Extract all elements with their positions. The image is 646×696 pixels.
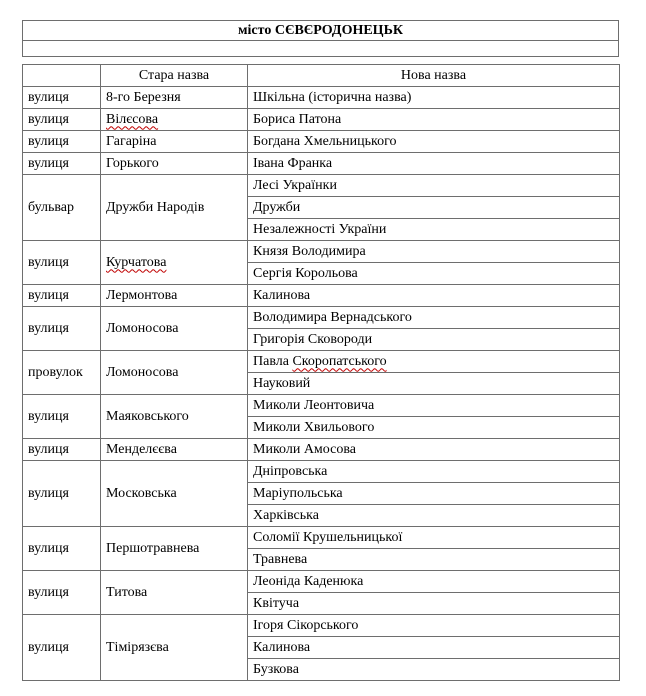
- new-name-text: Маріупольська: [253, 485, 343, 501]
- table-row: [23, 527, 620, 549]
- new-name-text: Незалежності України: [253, 221, 387, 237]
- old-name-text: Московська: [106, 485, 177, 501]
- new-name-cell: [248, 285, 620, 307]
- empty-cell: [23, 41, 619, 57]
- old-name-cell: [101, 175, 248, 241]
- new-name-text: Миколи Амосова: [253, 441, 356, 457]
- new-name-text: Квітуча: [253, 595, 300, 611]
- new-name-cell: [248, 153, 620, 175]
- old-name-text: Гагаріна: [106, 133, 157, 149]
- table-row: [23, 461, 620, 483]
- table-row: [23, 285, 620, 307]
- old-name-cell: [101, 439, 248, 461]
- new-name-cell: [248, 241, 620, 263]
- table-row: [23, 395, 620, 417]
- table-row: [23, 307, 620, 329]
- header-old-name: Стара назва: [101, 65, 248, 87]
- new-name-text: Володимира Вернадського: [253, 309, 412, 325]
- new-name-text-misspelled: Скоропатського: [292, 353, 387, 369]
- old-name-cell: [101, 131, 248, 153]
- new-name-cell: [248, 461, 620, 483]
- old-name-cell: [101, 395, 248, 439]
- old-name-cell: [101, 461, 248, 527]
- city-title-table: [22, 20, 619, 57]
- old-name-cell: [101, 153, 248, 175]
- new-name-cell: [248, 593, 620, 615]
- table-row: [23, 439, 620, 461]
- table-row: [23, 87, 620, 109]
- new-name-text: Соломії Крушельницької: [253, 529, 403, 545]
- new-name-text: Бузкова: [253, 661, 299, 677]
- street-type-cell: провулок: [23, 351, 101, 395]
- old-name-cell: [101, 571, 248, 615]
- table-row: [23, 351, 620, 373]
- old-name-cell: [101, 87, 248, 109]
- new-name-text: Миколи Леонтовича: [253, 397, 375, 413]
- new-name-cell: [248, 263, 620, 285]
- street-type-cell: вулиця: [23, 615, 101, 681]
- new-name-cell: [248, 637, 620, 659]
- new-name-cell: [248, 175, 620, 197]
- new-name-cell: [248, 131, 620, 153]
- header-new-name: Нова назва: [248, 65, 620, 87]
- spacer-row: [23, 41, 619, 57]
- new-name-cell: [248, 87, 620, 109]
- new-name-cell: [248, 571, 620, 593]
- new-name-text: Богдана Хмельницького: [253, 133, 397, 149]
- street-type-cell: вулиця: [23, 395, 101, 439]
- street-type-cell: вулиця: [23, 285, 101, 307]
- street-renaming-table: [22, 64, 620, 681]
- street-type-cell: вулиця: [23, 307, 101, 351]
- new-name-cell: [248, 395, 620, 417]
- new-name-text: Калинова: [253, 639, 311, 655]
- new-name-cell: [248, 417, 620, 439]
- new-name-text: Івана Франка: [253, 155, 333, 171]
- old-name-text: Курчатова: [106, 254, 167, 270]
- street-type-cell: вулиця: [23, 153, 101, 175]
- table-row: [23, 131, 620, 153]
- old-name-text: Першотравнева: [106, 540, 200, 556]
- new-name-cell: [248, 527, 620, 549]
- new-name-text: Григорія Сковороди: [253, 331, 373, 347]
- new-name-cell: [248, 219, 620, 241]
- new-name-cell: [248, 373, 620, 395]
- old-name-text: Дружби Народів: [106, 199, 205, 215]
- new-name-cell: [248, 109, 620, 131]
- old-name-text: Ломоносова: [106, 364, 179, 380]
- street-type-cell: вулиця: [23, 571, 101, 615]
- new-name-text: Харківська: [253, 507, 319, 523]
- old-name-text: Маяковського: [106, 408, 189, 424]
- old-name-text: Вілєсова: [106, 111, 159, 127]
- new-name-text: Сергія Корольова: [253, 265, 358, 281]
- new-name-text: Науковий: [253, 375, 311, 391]
- new-name-cell: [248, 483, 620, 505]
- table-row: [23, 153, 620, 175]
- new-name-text: Ігоря Сікорського: [253, 617, 359, 633]
- city-title: місто СЄВЄРОДОНЕЦЬК: [23, 21, 619, 41]
- street-type-cell: вулиця: [23, 461, 101, 527]
- old-name-cell: [101, 307, 248, 351]
- old-name-text: Горького: [106, 155, 159, 171]
- new-name-text: Князя Володимира: [253, 243, 366, 259]
- table-row: [23, 175, 620, 197]
- old-name-text: Лермонтова: [106, 287, 178, 303]
- new-name-text: Бориса Патона: [253, 111, 342, 127]
- new-name-cell: [248, 351, 620, 373]
- street-type-cell: вулиця: [23, 241, 101, 285]
- new-name-text: Калинова: [253, 287, 311, 303]
- street-type-cell: вулиця: [23, 527, 101, 571]
- header-row: [23, 65, 620, 87]
- old-name-cell: [101, 351, 248, 395]
- new-name-text: Дружби: [253, 199, 301, 215]
- new-name-text: Леоніда Каденюка: [253, 573, 364, 589]
- table-row: [23, 571, 620, 593]
- old-name-cell: [101, 615, 248, 681]
- table-body: [23, 87, 620, 681]
- header-street-type: [23, 65, 101, 87]
- old-name-text: Титова: [106, 584, 148, 600]
- old-name-text: Тімірязєва: [106, 639, 169, 655]
- new-name-cell: [248, 197, 620, 219]
- street-type-cell: вулиця: [23, 87, 101, 109]
- new-name-text: Шкільна (історична назва): [253, 89, 412, 105]
- table-row: [23, 109, 620, 131]
- table-row: [23, 615, 620, 637]
- new-name-text: Павла: [253, 353, 293, 369]
- table-row: [23, 241, 620, 263]
- new-name-cell: [248, 329, 620, 351]
- title-row: [23, 21, 619, 41]
- street-type-cell: вулиця: [23, 439, 101, 461]
- old-name-text: Менделєєва: [106, 441, 177, 457]
- old-name-text: 8-го Березня: [106, 89, 181, 105]
- old-name-cell: [101, 285, 248, 307]
- new-name-text: Миколи Хвильового: [253, 419, 375, 435]
- new-name-cell: [248, 307, 620, 329]
- old-name-cell: [101, 241, 248, 285]
- street-type-cell: вулиця: [23, 131, 101, 153]
- new-name-cell: [248, 505, 620, 527]
- street-type-cell: бульвар: [23, 175, 101, 241]
- street-type-cell: вулиця: [23, 109, 101, 131]
- new-name-text: Травнева: [253, 551, 308, 567]
- new-name-cell: [248, 615, 620, 637]
- new-name-cell: [248, 549, 620, 571]
- new-name-text: Дніпровська: [253, 463, 328, 479]
- old-name-cell: [101, 109, 248, 131]
- new-name-cell: [248, 659, 620, 681]
- new-name-cell: [248, 439, 620, 461]
- old-name-text: Ломоносова: [106, 320, 179, 336]
- old-name-cell: [101, 527, 248, 571]
- new-name-text: Лесі Українки: [253, 177, 337, 193]
